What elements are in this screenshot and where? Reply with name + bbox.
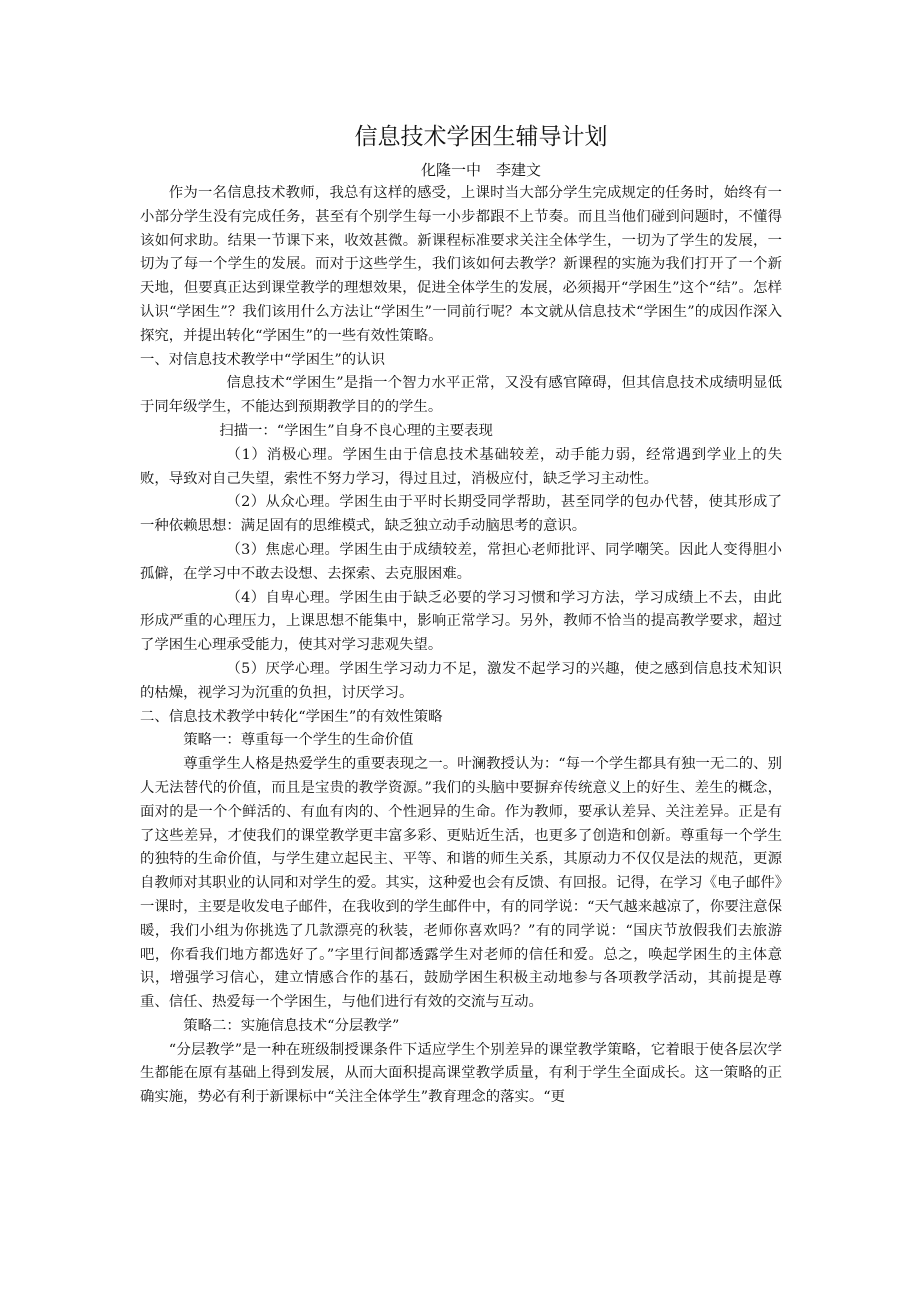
strategy-title: 策略一：尊重每一个学生的生命价值: [183, 732, 414, 749]
document-title: 信息技术学困生辅导计划: [354, 124, 608, 150]
list-item: （1）消极心理。学困生由于信息技术基础较差，动手能力弱，经常遇到学业上的失败，导致对自己失望，索性不努力学习，得过且过，消极应付，缺乏学习主动性。: [140, 446, 782, 487]
definition-paragraph: 信息技术“学困生”是指一个智力水平正常，又没有感官障碍，但其信息技术成绩明显低于同年级学生，不能达到预期教学目的的学生。: [140, 375, 782, 416]
author-line: 化隆一中 李建文: [420, 161, 541, 179]
list-item: （5）厌学心理。学困生学习动力不足，激发不起学习的兴趣，使之感到信息技术知识的枯燥，视学习为沉重的负担，讨厌学习。: [140, 660, 782, 701]
section-heading-1: 一、对信息技术教学中“学困生”的认识: [140, 351, 385, 368]
list-item: （2）从众心理。学困生由于平时长期受同学帮助，甚至同学的包办代替，使其形成了一种依赖思想：满足固有的思维模式，缺乏独立动手动脑思考的意识。: [140, 494, 782, 535]
document-page: [140, 120, 782, 1110]
scan-title: 扫描一：“学困生”自身不良心理的主要表现: [219, 422, 493, 439]
strategy-title: 策略二：实施信息技术“分层教学”: [183, 1017, 400, 1034]
list-item: （3）焦虑心理。学困生由于成绩较差，常担心老师批评、同学嘲笑。因此人变得胆小孤僻，在学习中不敢去设想、去探索、去克服困难。: [140, 541, 782, 582]
strategy-paragraph: 尊重学生人格是热爱学生的重要表现之一。叶澜教授认为：“每一个学生都具有独一无二的、别人无法替代的价值，而且是宝贵的教学资源。”我们的头脑中要摒弃传统意义上的好生、差生的概念，面对的是一个个鲜活的、有血有肉的、个性迥异的生命。作为教师，要承认差异、关注差异。正是有了这些差异，才使我们的课堂教学更丰富多彩、更贴近生活，也更多了创造和创新。尊重每一个学生的独特的生命价值，与学生建立起民主、平等、和谐的师生关系，其原动力不仅仅是法的规范，更源自教师对其职业的认同和对学生的爱。其实，这种爱也会有反馈、有回报。记得，在学习《电子邮件》一课时，主要是收发电子邮件，在我收到的学生邮件中，有的同学说：“天气越来越凉了，你要注意保暖，我们小组为你挑选了几款漂亮的秋装，老师你喜欢吗？”有的同学说：“国庆节放假我们去旅游吧，你看我们地方都选好了。”字里行间都透露学生对老师的信任和爱。总之，唤起学困生的主体意识，增强学习信心，建立情感合作的基石，鼓励学困生积极主动地参与各项教学活动，其前提是尊重、信任、热爱每一个学困生，与他们进行有效的交流与互动。: [140, 756, 782, 1011]
strategy-paragraph: “分层教学”是一种在班级制授课条件下适应学生个别差异的课堂教学策略，它着眼于使各层次学生都能在原有基础上得到发展，从而大面积提高课堂教学质量，有利于学生全面成长。这一策略的正确实施，势必有利于新课标中“关注全体学生”教育理念的落实。“更: [140, 1041, 782, 1106]
section-heading-2: 二、信息技术教学中转化“学困生”的有效性策略: [140, 708, 443, 725]
intro-paragraph: 作为一名信息技术教师，我总有这样的感受，上课时当大部分学生完成规定的任务时，始终有一小部分学生没有完成任务，甚至有个别学生每一小步都跟不上节奏。而且当他们碰到问题时，不懂得该如何求助。结果一节课下来，收效甚微。新课程标准要求关注全体学生，一切为了学生的发展，一切为了每一个学生的发展。而对于这些学生，我们该如何去教学？新课程的实施为我们打开了一个新天地，但要真正达到课堂教学的理想效果，促进全体学生的发展，必须揭开“学困生”这个“结”。怎样认识“学困生”？我们该用什么方法让“学困生”一同前行呢？本文就从信息技术“学困生”的成因作深入探究，并提出转化“学困生”的一些有效性策略。: [140, 185, 782, 344]
list-item: （4）自卑心理。学困生由于缺乏必要的学习习惯和学习方法，学习成绩上不去，由此形成严重的心理压力，上课思想不能集中，影响正常学习。另外，教师不恰当的提高教学要求，超过了学困生心理承受能力，使其对学习悲观失望。: [140, 589, 782, 654]
